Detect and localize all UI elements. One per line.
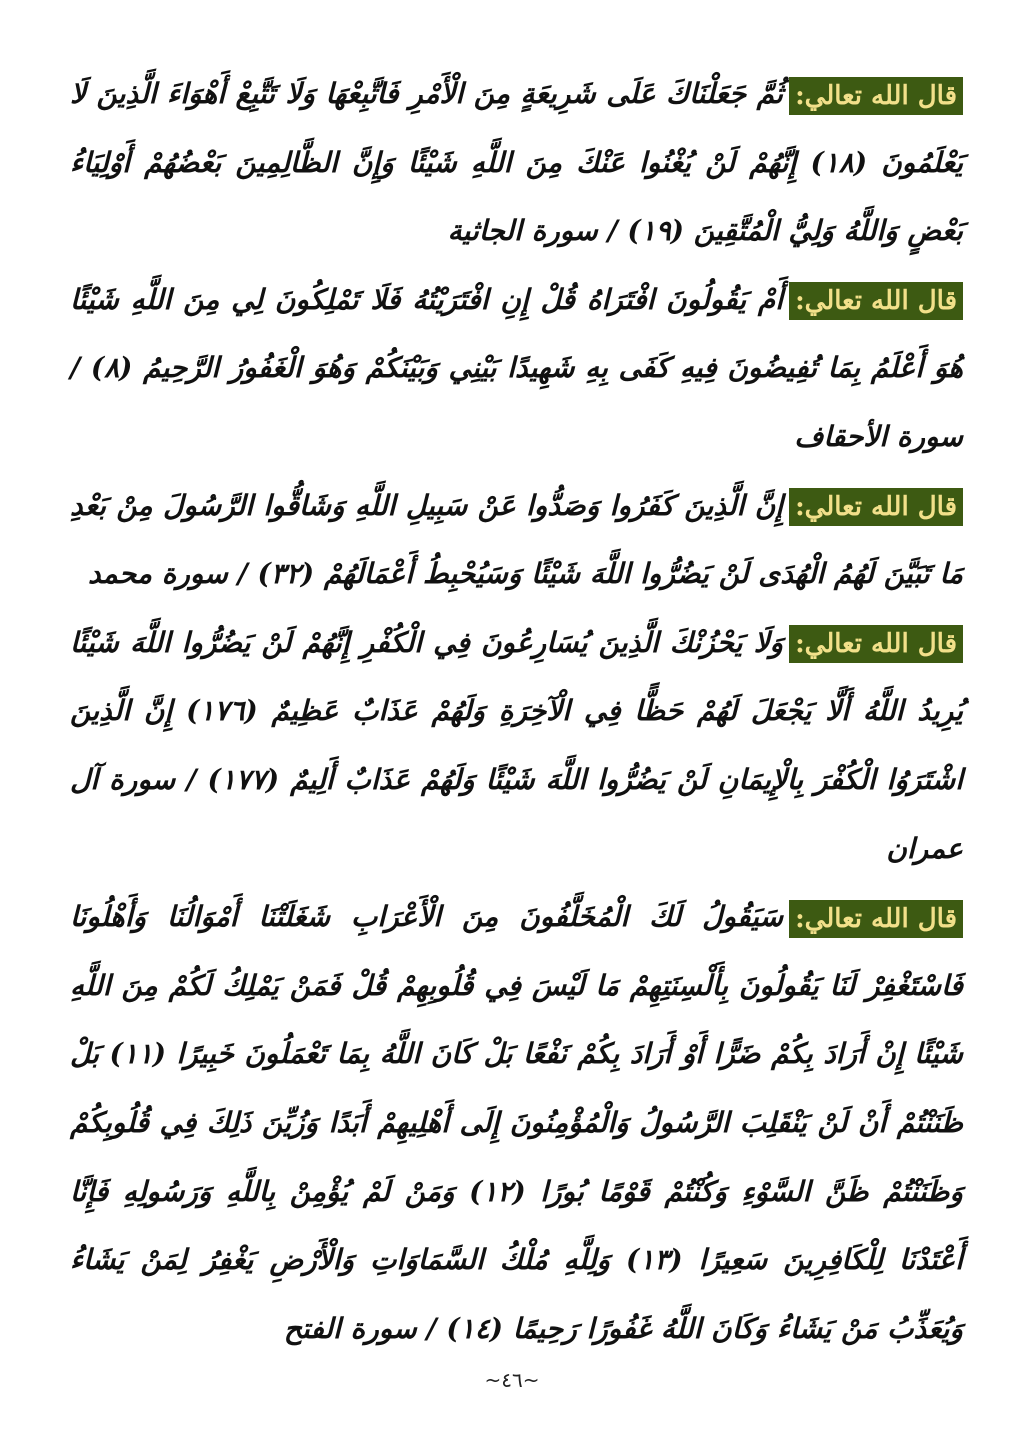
verse-label: قال الله تعالي: bbox=[789, 900, 963, 938]
page-number: ~٤٦~ bbox=[484, 1368, 540, 1392]
verse-label: قال الله تعالي: bbox=[789, 488, 963, 526]
verse-text: أَمْ يَقُولُونَ افْتَرَاهُ قُلْ إِنِ افْتَرَيْتُهُ فَلَا تَمْلِكُونَ لِي مِنَ اللَّهِ شَيْئًا هُوَ أَعْلَمُ بِمَا تُفِيضُونَ فِيهِ كَفَى بِهِ شَهِيدًا بَيْنِي وَبَيْنَكُمْ وَهُوَ الْغَفُورُ الرَّحِيمُ (٨) / سورة الأحقاف bbox=[70, 282, 963, 453]
verse-block-muhammad bbox=[70, 472, 963, 609]
verse-text: وَلَا يَحْزُنْكَ الَّذِينَ يُسَارِعُونَ فِي الْكُفْرِ إِنَّهُمْ لَنْ يَضُرُّوا اللَّهَ شَيْئًا يُرِيدُ اللَّهُ أَلَّا يَجْعَلَ لَهُمْ حَظًّا فِي الْآخِرَةِ وَلَهُمْ عَذَابٌ عَظِيمٌ (١٧٦) إِنَّ الَّذِينَ اشْتَرَوُا الْكُفْرَ بِالْإِيمَانِ لَنْ يَضُرُّوا اللَّهَ شَيْئًا وَلَهُمْ عَذَابٌ أَلِيمٌ (١٧٧) / سورة آل عمران bbox=[70, 625, 964, 865]
verse-label: قال الله تعالي: bbox=[789, 77, 963, 115]
verse-block-al-imran bbox=[70, 609, 963, 883]
verse-block-jathiya bbox=[70, 60, 963, 266]
verse-text: ثُمَّ جَعَلْنَاكَ عَلَى شَرِيعَةٍ مِنَ الْأَمْرِ فَاتَّبِعْهَا وَلَا تَتَّبِعْ أَهْوَاءَ الَّذِينَ لَا يَعْلَمُونَ (١٨) إِنَّهُمْ لَنْ يُغْنُوا عَنْكَ مِنَ اللَّهِ شَيْئًا وَإِنَّ الظَّالِمِينَ بَعْضُهُمْ أَوْلِيَاءُ بَعْضٍ وَاللَّهُ وَلِيُّ الْمُتَّقِينَ (١٩) / سورة الجاثية bbox=[70, 77, 964, 248]
verse-label: قال الله تعالي: bbox=[789, 282, 963, 320]
verse-block-ahqaf bbox=[70, 266, 963, 472]
verse-text: إِنَّ الَّذِينَ كَفَرُوا وَصَدُّوا عَنْ سَبِيلِ اللَّهِ وَشَاقُّوا الرَّسُولَ مِنْ بَعْدِ مَا تَبَيَّنَ لَهُمُ الْهُدَى لَنْ يَضُرُّوا اللَّهَ شَيْئًا وَسَيُحْبِطُ أَعْمَالَهُمْ (٣٢) / سورة محمد bbox=[70, 488, 963, 591]
verse-label: قال الله تعالي: bbox=[789, 625, 963, 663]
verses-page bbox=[70, 60, 963, 1363]
verse-block-fath bbox=[70, 883, 963, 1363]
verse-text: سَيَقُولُ لَكَ الْمُخَلَّفُونَ مِنَ الْأَعْرَابِ شَغَلَتْنَا أَمْوَالُنَا وَأَهْلُونَا فَاسْتَغْفِرْ لَنَا يَقُولُونَ بِأَلْسِنَتِهِمْ مَا لَيْسَ فِي قُلُوبِهِمْ قُلْ فَمَنْ يَمْلِكُ لَكُمْ مِنَ اللَّهِ شَيْئًا إِنْ أَرَادَ بِكُمْ ضَرًّا أَوْ أَرَادَ بِكُمْ نَفْعًا بَلْ كَانَ اللَّهُ بِمَا تَعْمَلُونَ خَبِيرًا (١١) بَلْ ظَنَنْتُمْ أَنْ لَنْ يَنْقَلِبَ الرَّسُولُ وَالْمُؤْمِنُونَ إِلَى أَهْلِيهِمْ أَبَدًا وَزُيِّنَ ذَلِكَ فِي قُلُوبِكُمْ وَظَنَنْتُمْ ظَنَّ السَّوْءِ وَكُنْتُمْ قَوْمًا بُورًا (١٢) وَمَنْ لَمْ يُؤْمِنْ بِاللَّهِ وَرَسُولِهِ فَإِنَّا أَعْتَدْنَا لِلْكَافِرِينَ سَعِيرًا (١٣) وَلِلَّهِ مُلْكُ السَّمَاوَاتِ وَالْأَرْضِ يَغْفِرُ لِمَنْ يَشَاءُ وَيُعَذِّبُ مَنْ يَشَاءُ وَكَانَ اللَّهُ غَفُورًا رَحِيمًا (١٤) / سورة الفتح bbox=[70, 900, 963, 1345]
